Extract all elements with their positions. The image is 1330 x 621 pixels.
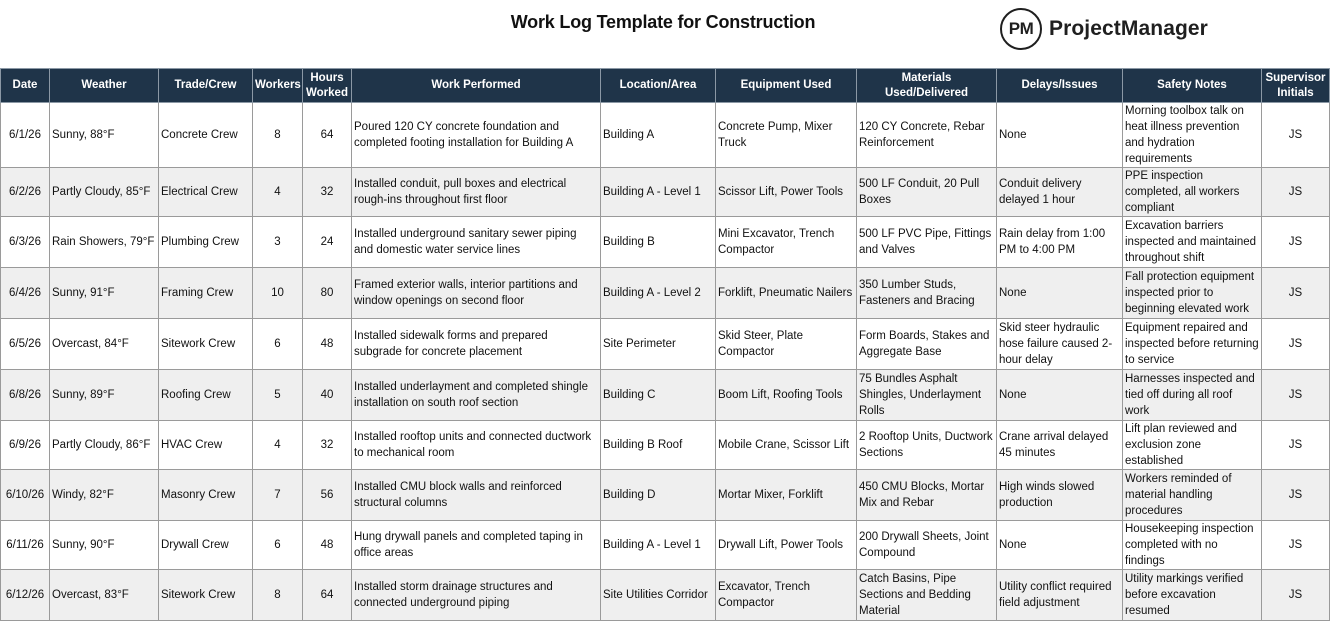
cell-trade-crew: HVAC Crew (159, 421, 253, 470)
cell-trade-crew: Sitework Crew (159, 570, 253, 621)
column-header-date: Date (1, 69, 50, 103)
cell-equipment-used: Mobile Crane, Scissor Lift (716, 421, 857, 470)
cell-delays-issues: None (997, 103, 1123, 168)
column-header-hours-worked: Hours Worked (303, 69, 352, 103)
cell-hours-worked: 40 (303, 370, 352, 421)
column-header-supervisor-initials: Supervisor Initials (1262, 69, 1330, 103)
column-header-safety-notes: Safety Notes (1123, 69, 1262, 103)
column-header-equipment-used: Equipment Used (716, 69, 857, 103)
cell-supervisor-initials: JS (1262, 217, 1330, 268)
cell-safety-notes: Equipment repaired and inspected before returning to service (1123, 319, 1262, 370)
cell-delays-issues: None (997, 370, 1123, 421)
cell-delays-issues: None (997, 521, 1123, 570)
cell-date: 6/1/26 (1, 103, 50, 168)
cell-location-area: Site Utilities Corridor (601, 570, 716, 621)
cell-hours-worked: 32 (303, 421, 352, 470)
cell-workers: 8 (253, 103, 303, 168)
table-row (1, 319, 1330, 370)
cell-safety-notes: PPE inspection completed, all workers compliant (1123, 168, 1262, 217)
cell-equipment-used: Mortar Mixer, Forklift (716, 470, 857, 521)
cell-safety-notes: Lift plan reviewed and exclusion zone established (1123, 421, 1262, 470)
cell-weather: Rain Showers, 79°F (50, 217, 159, 268)
cell-hours-worked: 64 (303, 570, 352, 621)
cell-equipment-used: Drywall Lift, Power Tools (716, 521, 857, 570)
cell-hours-worked: 32 (303, 168, 352, 217)
cell-hours-worked: 24 (303, 217, 352, 268)
cell-supervisor-initials: JS (1262, 470, 1330, 521)
cell-hours-worked: 48 (303, 319, 352, 370)
cell-work-performed: Installed CMU block walls and reinforced structural columns (352, 470, 601, 521)
table-row (1, 421, 1330, 470)
cell-materials-used: Catch Basins, Pipe Sections and Bedding Material (857, 570, 997, 621)
cell-date: 6/10/26 (1, 470, 50, 521)
cell-equipment-used: Concrete Pump, Mixer Truck (716, 103, 857, 168)
table-row (1, 168, 1330, 217)
cell-equipment-used: Mini Excavator, Trench Compactor (716, 217, 857, 268)
cell-location-area: Building A - Level 1 (601, 521, 716, 570)
cell-delays-issues: Rain delay from 1:00 PM to 4:00 PM (997, 217, 1123, 268)
cell-hours-worked: 80 (303, 268, 352, 319)
cell-work-performed: Framed exterior walls, interior partitions and window openings on second floor (352, 268, 601, 319)
cell-location-area: Building C (601, 370, 716, 421)
cell-work-performed: Installed underlayment and completed shingle installation on south roof section (352, 370, 601, 421)
column-header-workers: Workers (253, 69, 303, 103)
table-row (1, 470, 1330, 521)
cell-equipment-used: Skid Steer, Plate Compactor (716, 319, 857, 370)
cell-location-area: Building A - Level 2 (601, 268, 716, 319)
cell-safety-notes: Housekeeping inspection completed with no findings (1123, 521, 1262, 570)
cell-materials-used: 500 LF PVC Pipe, Fittings and Valves (857, 217, 997, 268)
table-header (1, 69, 1330, 103)
cell-weather: Sunny, 91°F (50, 268, 159, 319)
table-row (1, 217, 1330, 268)
cell-work-performed: Installed rooftop units and connected ductwork to mechanical room (352, 421, 601, 470)
projectmanager-logo (1000, 6, 1208, 52)
work-log-table (0, 68, 1330, 621)
cell-materials-used: 120 CY Concrete, Rebar Reinforcement (857, 103, 997, 168)
logo-wordmark: ProjectManager (1049, 17, 1208, 40)
cell-trade-crew: Framing Crew (159, 268, 253, 319)
cell-delays-issues: Crane arrival delayed 45 minutes (997, 421, 1123, 470)
cell-location-area: Building A - Level 1 (601, 168, 716, 217)
cell-workers: 10 (253, 268, 303, 319)
cell-materials-used: 2 Rooftop Units, Ductwork Sections (857, 421, 997, 470)
cell-safety-notes: Utility markings verified before excavation resumed (1123, 570, 1262, 621)
page-title: Work Log Template for Construction (510, 12, 816, 32)
cell-delays-issues: None (997, 268, 1123, 319)
cell-supervisor-initials: JS (1262, 168, 1330, 217)
cell-trade-crew: Electrical Crew (159, 168, 253, 217)
cell-equipment-used: Scissor Lift, Power Tools (716, 168, 857, 217)
cell-weather: Sunny, 90°F (50, 521, 159, 570)
cell-work-performed: Installed conduit, pull boxes and electrical rough-ins throughout first floor (352, 168, 601, 217)
cell-delays-issues: High winds slowed production (997, 470, 1123, 521)
cell-trade-crew: Drywall Crew (159, 521, 253, 570)
cell-date: 6/3/26 (1, 217, 50, 268)
table-row (1, 268, 1330, 319)
cell-safety-notes: Workers reminded of material handling procedures (1123, 470, 1262, 521)
cell-delays-issues: Skid steer hydraulic hose failure caused 2-hour delay (997, 319, 1123, 370)
cell-supervisor-initials: JS (1262, 370, 1330, 421)
cell-weather: Overcast, 84°F (50, 319, 159, 370)
cell-trade-crew: Concrete Crew (159, 103, 253, 168)
cell-workers: 4 (253, 168, 303, 217)
cell-safety-notes: Morning toolbox talk on heat illness prevention and hydration requirements (1123, 103, 1262, 168)
cell-workers: 7 (253, 470, 303, 521)
cell-weather: Windy, 82°F (50, 470, 159, 521)
cell-supervisor-initials: JS (1262, 268, 1330, 319)
cell-materials-used: 500 LF Conduit, 20 Pull Boxes (857, 168, 997, 217)
cell-location-area: Building B Roof (601, 421, 716, 470)
cell-workers: 8 (253, 570, 303, 621)
cell-location-area: Building B (601, 217, 716, 268)
cell-weather: Sunny, 89°F (50, 370, 159, 421)
cell-hours-worked: 64 (303, 103, 352, 168)
cell-workers: 6 (253, 521, 303, 570)
cell-delays-issues: Utility conflict required field adjustment (997, 570, 1123, 621)
cell-equipment-used: Forklift, Pneumatic Nailers (716, 268, 857, 319)
cell-date: 6/2/26 (1, 168, 50, 217)
cell-safety-notes: Fall protection equipment inspected prior to beginning elevated work (1123, 268, 1262, 319)
cell-supervisor-initials: JS (1262, 103, 1330, 168)
cell-date: 6/12/26 (1, 570, 50, 621)
cell-date: 6/4/26 (1, 268, 50, 319)
column-header-weather: Weather (50, 69, 159, 103)
table-row (1, 103, 1330, 168)
cell-trade-crew: Masonry Crew (159, 470, 253, 521)
column-header-materials-used: Materials Used/Delivered (857, 69, 997, 103)
cell-work-performed: Poured 120 CY concrete foundation and completed footing installation for Building A (352, 103, 601, 168)
cell-hours-worked: 48 (303, 521, 352, 570)
cell-location-area: Building A (601, 103, 716, 168)
cell-materials-used: 200 Drywall Sheets, Joint Compound (857, 521, 997, 570)
cell-date: 6/11/26 (1, 521, 50, 570)
cell-safety-notes: Excavation barriers inspected and maintained throughout shift (1123, 217, 1262, 268)
cell-delays-issues: Conduit delivery delayed 1 hour (997, 168, 1123, 217)
cell-trade-crew: Sitework Crew (159, 319, 253, 370)
cell-materials-used: Form Boards, Stakes and Aggregate Base (857, 319, 997, 370)
cell-date: 6/5/26 (1, 319, 50, 370)
table-row (1, 521, 1330, 570)
cell-supervisor-initials: JS (1262, 421, 1330, 470)
cell-work-performed: Hung drywall panels and completed taping in office areas (352, 521, 601, 570)
cell-materials-used: 350 Lumber Studs, Fasteners and Bracing (857, 268, 997, 319)
cell-equipment-used: Boom Lift, Roofing Tools (716, 370, 857, 421)
cell-workers: 5 (253, 370, 303, 421)
cell-safety-notes: Harnesses inspected and tied off during all roof work (1123, 370, 1262, 421)
cell-date: 6/9/26 (1, 421, 50, 470)
cell-workers: 4 (253, 421, 303, 470)
cell-weather: Overcast, 83°F (50, 570, 159, 621)
cell-work-performed: Installed underground sanitary sewer piping and domestic water service lines (352, 217, 601, 268)
column-header-delays-issues: Delays/Issues (997, 69, 1123, 103)
cell-work-performed: Installed sidewalk forms and prepared subgrade for concrete placement (352, 319, 601, 370)
table-body (1, 103, 1330, 621)
cell-equipment-used: Excavator, Trench Compactor (716, 570, 857, 621)
column-header-work-performed: Work Performed (352, 69, 601, 103)
table-row (1, 570, 1330, 621)
cell-supervisor-initials: JS (1262, 521, 1330, 570)
cell-location-area: Building D (601, 470, 716, 521)
cell-supervisor-initials: JS (1262, 319, 1330, 370)
cell-date: 6/8/26 (1, 370, 50, 421)
cell-materials-used: 75 Bundles Asphalt Shingles, Underlayment Rolls (857, 370, 997, 421)
cell-hours-worked: 56 (303, 470, 352, 521)
cell-workers: 3 (253, 217, 303, 268)
table-row (1, 370, 1330, 421)
cell-location-area: Site Perimeter (601, 319, 716, 370)
cell-workers: 6 (253, 319, 303, 370)
cell-weather: Partly Cloudy, 85°F (50, 168, 159, 217)
header-row (1, 69, 1330, 103)
logo-monogram-icon: PM (1000, 8, 1042, 50)
cell-weather: Sunny, 88°F (50, 103, 159, 168)
column-header-trade-crew: Trade/Crew (159, 69, 253, 103)
cell-work-performed: Installed storm drainage structures and connected underground piping (352, 570, 601, 621)
cell-trade-crew: Roofing Crew (159, 370, 253, 421)
column-header-location-area: Location/Area (601, 69, 716, 103)
cell-weather: Partly Cloudy, 86°F (50, 421, 159, 470)
cell-supervisor-initials: JS (1262, 570, 1330, 621)
cell-trade-crew: Plumbing Crew (159, 217, 253, 268)
cell-materials-used: 450 CMU Blocks, Mortar Mix and Rebar (857, 470, 997, 521)
